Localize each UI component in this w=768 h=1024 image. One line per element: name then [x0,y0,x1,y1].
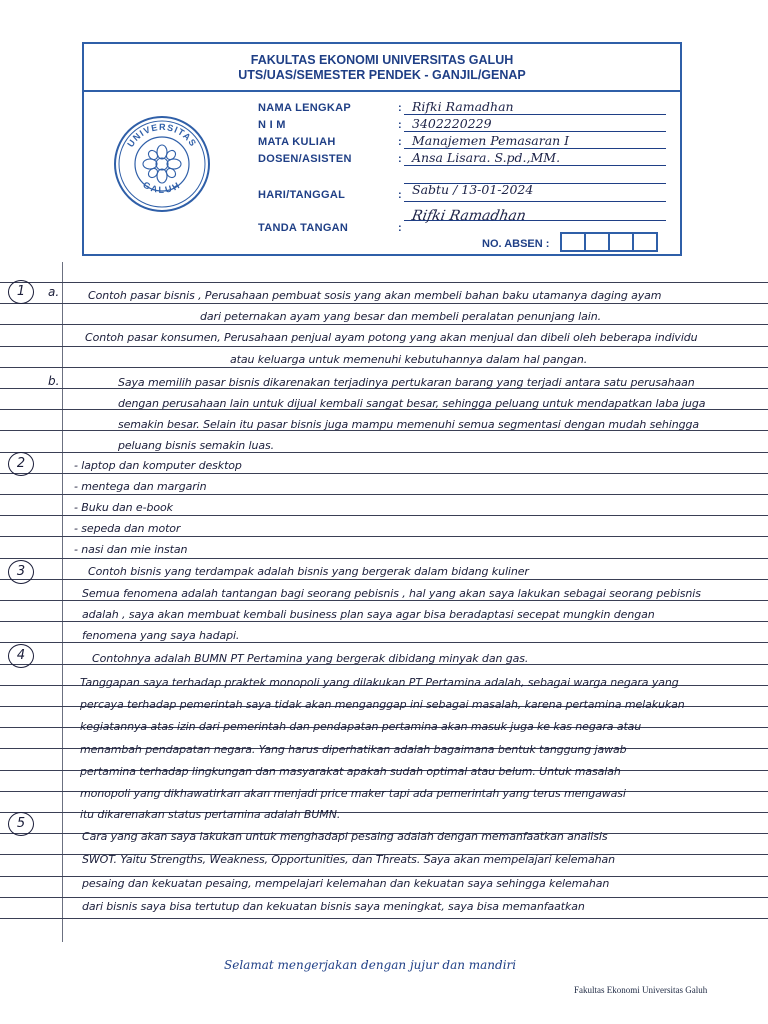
answer-line: - Buku dan e-book [74,501,173,514]
answer-line: percaya terhadap pemerintah saya tidak akan menganggap ini sebagai masalah, karena pertamina melakukan [80,698,685,711]
ruled-line [0,558,768,559]
ruled-line [0,600,768,601]
label-mata-kuliah: MATA KULIAH [258,136,336,148]
label-hari-tanggal: HARI/TANGGAL [258,189,346,201]
absen-box [584,232,610,252]
footer-motto: Selamat mengerjakan dengan jujur dan mandiri [224,958,517,972]
field-underline [404,131,666,132]
colon: : [398,102,402,114]
ruled-line [0,897,768,898]
answer-line: - nasi dan mie instan [74,543,188,556]
value-nim: 3402220229 [412,116,492,131]
value-nama-lengkap: Rifki Ramadhan [412,99,514,114]
question-number-1: 1 [8,280,34,304]
ruled-line [0,473,768,474]
question-number-2: 2 [8,452,34,476]
answer-line: fenomena yang saya hadapi. [82,629,240,642]
faculty-title [84,44,680,92]
field-underline [404,114,666,115]
answer-line: dengan perusahaan lain untuk dijual kembali sangat besar, sehingga peluang untuk mendapatkan laba juga [118,397,706,410]
answer-line: Cara yang akan saya lakukan untuk menghadapi pesaing adalah dengan memanfaatkan analisis [82,830,608,843]
answer-line: monopoli yang dikhawatirkan akan menjadi price maker tapi ada pemerintah yang terus mengawasi [80,787,626,800]
colon: : [398,136,402,148]
colon: : [398,189,402,201]
field-underline [404,148,666,149]
answer-line: kegiatannya atas izin dari pemerintah dan pendapatan pertamina akan masuk juga ke kas negara atau [80,720,642,733]
label-dosen-asisten: DOSEN/ASISTEN [258,153,352,165]
label-nim: N I M [258,119,286,131]
ruled-line [0,642,768,643]
answer-line: dari peternakan ayam yang besar dan membeli peralatan penunjang lain. [200,310,602,323]
absen-box [632,232,658,252]
ruled-line [0,367,768,368]
absen-box [608,232,634,252]
answer-line: Saya memilih pasar bisnis dikarenakan terjadinya pertukaran barang yang terjadi antara satu perusahaan [118,376,695,389]
value-dosen-asisten: Ansa Lisara. S.pd.,MM. [412,150,561,165]
answer-line: SWOT. Yaitu Strengths, Weakness, Opportunities, dan Threats. Saya akan mempelajari kelemahan [82,853,616,866]
answer-line: Contoh bisnis yang terdampak adalah bisnis yang bergerak dalam bidang kuliner [88,565,529,578]
answer-line: atau keluarga untuk memenuhi kebutuhannya dalam hal pangan. [230,353,588,366]
answer-line: dari bisnis saya bisa tertutup dan kekuatan bisnis saya meningkat, saya bisa memanfaatkan [82,900,585,913]
absen-label: NO. ABSEN : [482,238,550,250]
faculty-title-line1: FAKULTAS EKONOMI UNIVERSITAS GALUH [250,53,514,67]
ruled-line [0,579,768,580]
ruled-line [0,324,768,325]
ruled-line [0,536,768,537]
field-underline [404,201,666,202]
handwritten-signature: Rifki Ramadhan [410,208,528,224]
exam-header-form [82,42,682,256]
answer-line: pesaing dan kekuatan pesaing, mempelajari kelemahan dan kekuatan saya sehingga kelemahan [82,877,610,890]
answer-line: itu dikarenakan status pertamina adalah BUMN. [80,808,341,821]
margin-line [62,262,63,942]
absen-box [560,232,586,252]
ruled-line [0,282,768,283]
answer-line: Tanggapan saya terhadap praktek monopoli yang dilakukan PT Pertamina adalah, sebagai warga negara yang [80,676,679,689]
answer-line: adalah , saya akan membuat kembali business plan saya agar bisa beradaptasi secepat mungkin dengan [82,608,655,621]
colon: : [398,153,402,165]
question-number-3: 3 [8,560,34,584]
seal-top-text: UNIVERSITAS [125,121,199,149]
ruled-line [0,515,768,516]
seal-bottom-text: GALUH [141,179,183,195]
colon: : [398,222,402,234]
ruled-line [0,346,768,347]
ruled-line [0,452,768,453]
ruled-line [0,621,768,622]
answer-line: semakin besar. Selain itu pasar bisnis juga mampu memenuhi semua segmentasi dengan mudah sehingga [118,418,700,431]
answer-line: menambah pendapatan negara. Yang harus diperhatikan adalah bagaimana bentuk tanggung jawab [80,743,627,756]
ruled-line [0,303,768,304]
ruled-line [0,494,768,495]
answer-line: Contoh pasar bisnis , Perusahaan pembuat sosis yang akan membeli bahan baku utamanya daging ayam [88,289,662,302]
sub-question-a: a. [48,285,60,299]
question-number-4: 4 [8,644,34,668]
faculty-title-line2: UTS/UAS/SEMESTER PENDEK - GANJIL/GENAP [238,68,526,82]
answer-line: Contoh pasar konsumen, Perusahaan penjual ayam potong yang akan menjual dan dibeli oleh beberapa individu [85,331,698,344]
label-tanda-tangan: TANDA TANGAN [258,222,349,234]
answer-line: Contohnya adalah BUMN PT Pertamina yang bergerak dibidang minyak dan gas. [92,652,529,665]
ruled-line [0,918,768,919]
footer-faculty: Fakultas Ekonomi Universitas Galuh [574,985,708,995]
answer-line: Semua fenomena adalah tantangan bagi seorang pebisnis , hal yang akan saya lakukan sebagai seorang pebisnis [82,587,701,600]
colon: : [398,119,402,131]
sub-question-b: b. [48,374,60,388]
answer-line: - laptop dan komputer desktop [74,459,242,472]
absen-boxes [562,232,658,252]
value-hari-tanggal: Sabtu / 13-01-2024 [412,182,534,197]
answer-line: - sepeda dan motor [74,522,181,535]
field-underline [404,165,666,166]
answer-line: peluang bisnis semakin luas. [118,439,275,452]
answer-line: - mentega dan margarin [74,480,207,493]
university-seal-logo [112,114,212,214]
question-number-5: 5 [8,812,34,836]
answer-line: pertamina terhadap lingkungan dan masyarakat apakah sudah optimal atau belum. Untuk masalah [80,765,621,778]
value-mata-kuliah: Manajemen Pemasaran I [412,133,570,148]
label-nama-lengkap: NAMA LENGKAP [258,102,352,114]
